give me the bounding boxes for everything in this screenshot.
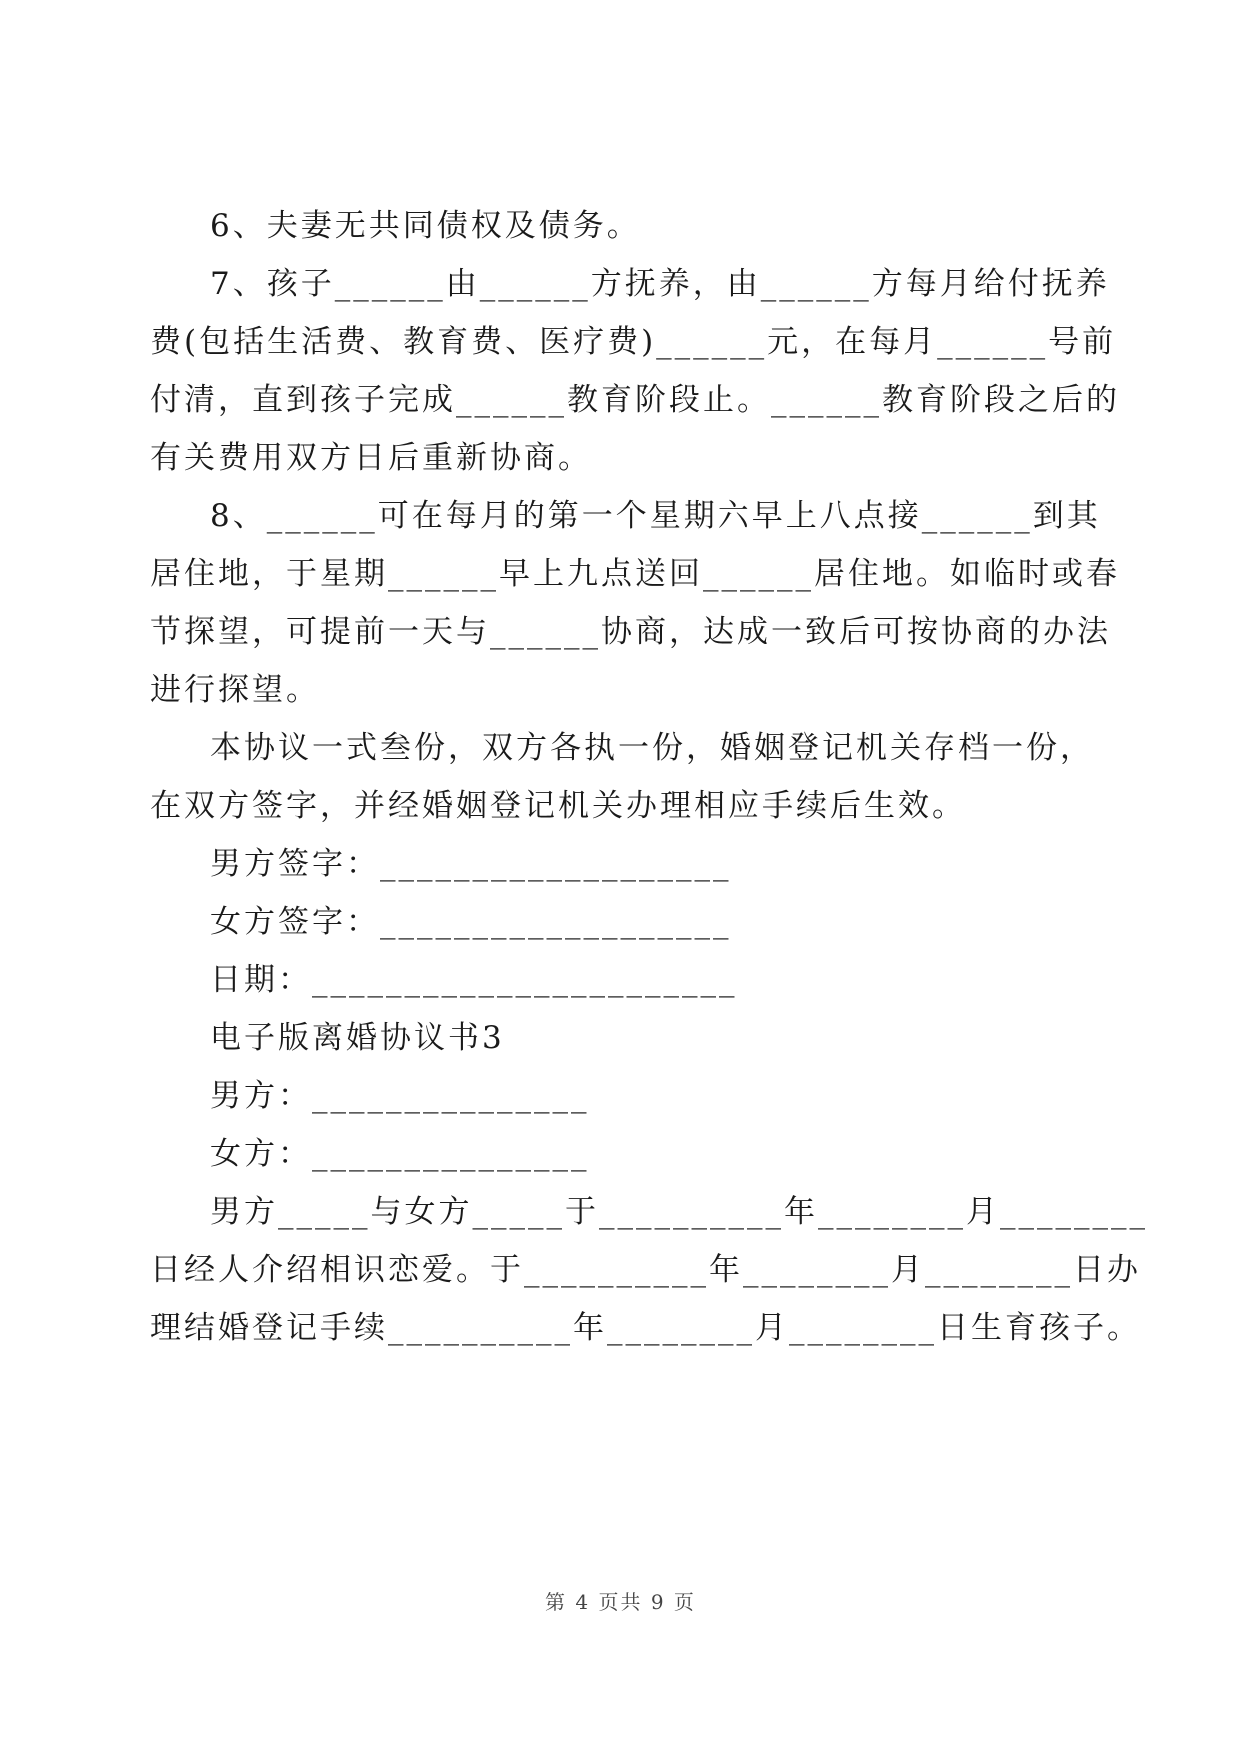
page-number: 第 4 页共 9 页 xyxy=(545,1590,696,1614)
clause-8-line-3: 节探望，可提前一天与______协商，达成一致后可按协商的办法 xyxy=(150,614,1111,650)
date-line: 日期：_______________________ xyxy=(210,962,738,998)
background-line-1: 男方_____与女方_____于__________年________月________ xyxy=(210,1194,1148,1230)
agreement-note-line-2: 在双方签字，并经婚姻登记机关办理相应手续后生效。 xyxy=(150,788,966,824)
male-signature-line: 男方签字：___________________ xyxy=(210,846,732,882)
section-title: 电子版离婚协议书3 xyxy=(210,1020,505,1056)
female-party-line: 女方：_______________ xyxy=(210,1136,590,1172)
female-signature-line: 女方签字：___________________ xyxy=(210,904,732,940)
clause-7-line-3: 付清，直到孩子完成______教育阶段止。______教育阶段之后的 xyxy=(150,382,1120,418)
clause-8-line-1: 8、______可在每月的第一个星期六早上八点接______到其 xyxy=(210,498,1101,534)
male-party-line: 男方：_______________ xyxy=(210,1078,590,1114)
clause-8-line-2: 居住地，于星期______早上九点送回______居住地。如临时或春 xyxy=(150,556,1120,592)
clause-6: 6、夫妻无共同债权及债务。 xyxy=(210,208,641,244)
agreement-note-line-1: 本协议一式叁份，双方各执一份，婚姻登记机关存档一份， xyxy=(210,730,1094,766)
background-line-2: 日经人介绍相识恋爱。于__________年________月________日办 xyxy=(150,1252,1141,1288)
clause-7-line-1: 7、孩子______由______方抚养，由______方每月给付抚养 xyxy=(210,266,1110,302)
background-line-3: 理结婚登记手续__________年________月________日生育孩子。 xyxy=(150,1310,1141,1346)
clause-7-line-2: 费(包括生活费、教育费、医疗费)______元，在每月______号前 xyxy=(150,324,1117,360)
clause-8-line-4: 进行探望。 xyxy=(150,672,320,708)
clause-7-line-4: 有关费用双方日后重新协商。 xyxy=(150,440,592,476)
